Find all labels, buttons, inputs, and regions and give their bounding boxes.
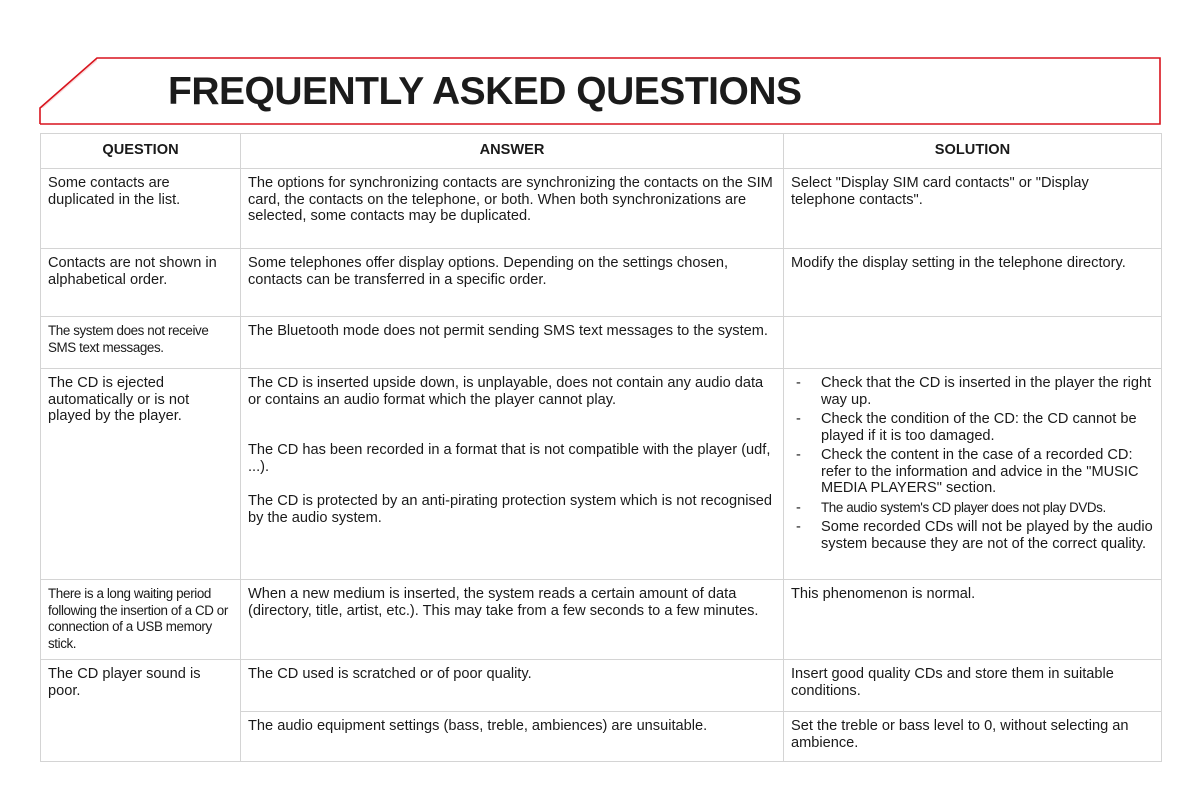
question-cell: The CD player sound is poor. [41, 660, 241, 762]
question-cell: The system does not receive SMS text messages. [41, 317, 241, 369]
faq-table [40, 133, 1162, 762]
dash-bullet: - [796, 447, 801, 463]
answer-cell: When a new medium is inserted, the system reads a certain amount of data (directory, title, artist, etc.). This may take from a few seconds to a few minutes. [241, 580, 784, 660]
solution-text: Check that the CD is inserted in the player the right way up. [821, 375, 1152, 408]
answer-paragraph: The CD is inserted upside down, is unplayable, does not contain any audio data or contains an audio format which the player cannot play. [248, 375, 764, 408]
solution-text: The audio system's CD player does not play DVDs. [821, 499, 1106, 515]
solution-text: Some recorded CDs will not be played by the audio system because they are not of the correct quality. [821, 519, 1153, 552]
answer-cell [241, 369, 784, 580]
dash-bullet: - [796, 519, 801, 535]
solution-list-item [791, 375, 1154, 408]
table-row [41, 369, 1162, 580]
table-row [41, 317, 1162, 369]
header-solution: SOLUTION [784, 134, 1162, 169]
solution-text: Check the condition of the CD: the CD cannot be played if it is too damaged. [821, 411, 1137, 444]
answer-paragraph: The CD has been recorded in a format that is not compatible with the player (udf, ...). [248, 442, 771, 475]
dash-bullet: - [796, 411, 801, 427]
answer-cell: The audio equipment settings (bass, treble, ambiences) are unsuitable. [241, 712, 784, 762]
table-row [41, 249, 1162, 317]
solution-list-item [791, 447, 1154, 497]
table-header-row [41, 134, 1162, 169]
table-row [41, 169, 1162, 249]
solution-cell [784, 369, 1162, 580]
answer-cell: The options for synchronizing contacts are synchronizing the contacts on the SIM card, the contacts on the telephone, or both. When both synchronizations are selected, some contacts may be duplicated. [241, 169, 784, 249]
answer-cell: Some telephones offer display options. Depending on the settings chosen, contacts can be transferred in a specific order. [241, 249, 784, 317]
title-banner [0, 0, 1200, 130]
question-cell: Contacts are not shown in alphabetical order. [41, 249, 241, 317]
solution-list-item [791, 411, 1154, 444]
solution-text: Check the content in the case of a recorded CD: refer to the information and advice in the "MUSIC MEDIA PLAYERS" section. [821, 447, 1139, 496]
solution-cell: Insert good quality CDs and store them in suitable conditions. [784, 660, 1162, 712]
header-question: QUESTION [41, 134, 241, 169]
table-row [41, 580, 1162, 660]
answer-paragraph: The CD is protected by an anti-pirating protection system which is not recognised by the audio system. [248, 493, 773, 526]
answer-cell: The CD used is scratched or of poor quality. [241, 660, 784, 712]
solution-cell: Select "Display SIM card contacts" or "Display telephone contacts". [784, 169, 1162, 249]
solution-list-item [791, 500, 1154, 517]
page-title: FREQUENTLY ASKED QUESTIONS [168, 70, 802, 113]
dash-bullet: - [796, 375, 801, 391]
solution-cell [784, 317, 1162, 369]
solution-cell: Set the treble or bass level to 0, without selecting an ambience. [784, 712, 1162, 762]
table-row [41, 660, 1162, 712]
solution-list-item [791, 519, 1154, 552]
solution-cell: Modify the display setting in the telephone directory. [784, 249, 1162, 317]
answer-cell: The Bluetooth mode does not permit sending SMS text messages to the system. [241, 317, 784, 369]
question-cell: There is a long waiting period following the insertion of a CD or connection of a USB memory stick. [41, 580, 241, 660]
question-cell: Some contacts are duplicated in the list. [41, 169, 241, 249]
header-answer: ANSWER [241, 134, 784, 169]
question-cell: The CD is ejected automatically or is not played by the player. [41, 369, 241, 580]
solution-cell: This phenomenon is normal. [784, 580, 1162, 660]
solution-list [791, 375, 1154, 552]
dash-bullet: - [796, 499, 801, 516]
